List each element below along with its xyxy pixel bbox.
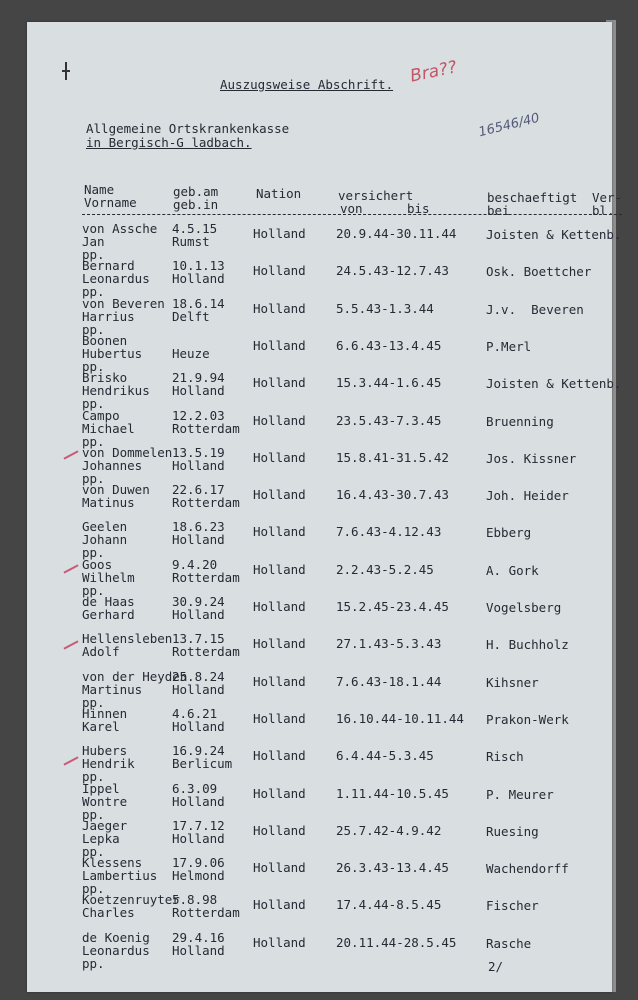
cell-vorname: Jan: [82, 234, 105, 249]
cell-period: 6.6.43-13.4.45: [336, 338, 442, 353]
cell-period: 23.5.43-7.3.45: [336, 413, 442, 428]
cell-name: Goos: [82, 557, 113, 572]
cell-geb-in: Rotterdam: [172, 421, 240, 436]
cell-geb-in: Rumst: [172, 234, 210, 249]
cell-geb-in: Delft: [172, 309, 210, 324]
cell-period: 15.2.45-23.4.45: [336, 599, 449, 614]
cell-name: Bernard: [82, 258, 135, 273]
cell-name: von Duwen: [82, 482, 150, 497]
cell-geb-am: 18.6.23: [172, 519, 225, 534]
cell-geb-am: 22.6.17: [172, 482, 225, 497]
cell-vorname: Gerhard: [82, 607, 135, 622]
cell-employer: Vogelsberg: [486, 600, 562, 615]
cell-vorname: Michael: [82, 421, 135, 436]
cell-geb-am: 12.2.03: [172, 408, 225, 423]
cell-geb-in: Holland: [172, 794, 225, 809]
cell-pp: pp.: [82, 284, 105, 299]
cell-geb-am: 17.7.12: [172, 818, 225, 833]
cell-geb-in: Holland: [172, 943, 225, 958]
cell-pp: pp.: [82, 769, 105, 784]
header-vorname: Vorname: [84, 195, 137, 210]
cell-geb-in: Helmond: [172, 868, 225, 883]
table-row: [0, 445, 638, 486]
cell-geb-am: 10.1.13: [172, 258, 225, 273]
cell-period: 15.3.44-1.6.45: [336, 375, 442, 390]
cell-geb-am: 5.8.98: [172, 892, 218, 907]
cell-geb-in: Holland: [172, 383, 225, 398]
cell-nation: Holland: [253, 562, 306, 577]
table-row: [0, 333, 638, 374]
cell-nation: Holland: [253, 897, 306, 912]
table-row: [0, 818, 638, 859]
staple-mark: [62, 62, 70, 80]
cell-geb-in: Holland: [172, 719, 225, 734]
header-bei: bei: [487, 203, 510, 218]
cell-nation: Holland: [253, 748, 306, 763]
cell-employer: Joh. Heider: [486, 488, 569, 503]
cell-geb-in: Holland: [172, 458, 225, 473]
cell-employer: Prakon-Werk: [486, 712, 569, 727]
cell-period: 17.4.44-8.5.45: [336, 897, 442, 912]
cell-geb-am: 13.7.15: [172, 631, 225, 646]
cell-name: Brisko: [82, 370, 128, 385]
table-row: [0, 707, 638, 743]
table-row: [0, 893, 638, 929]
cell-nation: Holland: [253, 301, 306, 316]
cell-period: 15.8.41-31.5.42: [336, 450, 449, 465]
cell-vorname: Martinus: [82, 682, 143, 697]
cell-employer: J.v. Beveren: [486, 302, 584, 317]
page-number: 2/: [488, 959, 504, 974]
cell-vorname: Lepka: [82, 831, 120, 846]
cell-period: 16.10.44-10.11.44: [336, 711, 464, 726]
cell-pp: pp.: [82, 583, 105, 598]
cell-pp: pp.: [82, 434, 105, 449]
cell-employer: Rasche: [486, 936, 532, 951]
header-beschaeftigt: beschaeftigt: [487, 190, 578, 205]
cell-geb-in: Holland: [172, 271, 225, 286]
cell-geb-am: 18.6.14: [172, 296, 225, 311]
cell-vorname: Charles: [82, 905, 135, 920]
cell-period: 7.6.43-4.12.43: [336, 524, 442, 539]
cell-geb-in: Holland: [172, 682, 225, 697]
cell-geb-in: Holland: [172, 607, 225, 622]
cell-employer: A. Gork: [486, 563, 539, 578]
cell-period: 5.5.43-1.3.44: [336, 301, 434, 316]
cell-vorname: Johannes: [82, 458, 143, 473]
header-verbl-2: bl.: [592, 203, 615, 218]
header-geb-in: geb.in: [173, 197, 219, 212]
cell-name: de Koenig: [82, 930, 150, 945]
header-geb-am: geb.am: [173, 184, 219, 199]
cell-period: 16.4.43-30.7.43: [336, 487, 449, 502]
cell-pp: pp.: [82, 359, 105, 374]
cell-geb-in: Heuze: [172, 346, 210, 361]
cell-geb-in: Rotterdam: [172, 905, 240, 920]
cell-employer: Kihsner: [486, 675, 539, 690]
cell-period: 1.11.44-10.5.45: [336, 786, 449, 801]
table-row: [0, 855, 638, 896]
cell-vorname: Hubertus: [82, 346, 143, 361]
cell-nation: Holland: [253, 674, 306, 689]
cell-name: Jaeger: [82, 818, 128, 833]
cell-geb-am: 4.6.21: [172, 706, 218, 721]
cell-name: von Beveren: [82, 296, 165, 311]
cell-pp: pp.: [82, 247, 105, 262]
cell-employer: Jos. Kissner: [486, 451, 577, 466]
cell-pp: pp.: [82, 396, 105, 411]
cell-geb-am: 4.5.15: [172, 221, 218, 236]
cell-geb-in: Rotterdam: [172, 495, 240, 510]
cell-vorname: Matinus: [82, 495, 135, 510]
table-row: [0, 408, 638, 449]
cell-name: von der Heyden: [82, 669, 188, 684]
cell-name: Geelen: [82, 519, 128, 534]
cell-name: von Assche: [82, 221, 158, 236]
cell-period: 20.9.44-30.11.44: [336, 226, 457, 241]
cell-name: Ippel: [82, 781, 120, 796]
cell-nation: Holland: [253, 375, 306, 390]
header-von: von: [340, 201, 363, 216]
cell-vorname: Wontre: [82, 794, 128, 809]
table-row: [0, 557, 638, 598]
header-underline: [82, 214, 622, 215]
cell-pp: pp.: [82, 881, 105, 896]
cell-vorname: Adolf: [82, 644, 120, 659]
handwritten-annotation: Bra??: [408, 57, 459, 87]
header-nation: Nation: [256, 186, 302, 201]
cell-employer: Joisten & Kettenb.: [486, 227, 622, 242]
cell-geb-in: Holland: [172, 831, 225, 846]
cell-employer: H. Buchholz: [486, 637, 569, 652]
cell-nation: Holland: [253, 786, 306, 801]
table-row: [0, 595, 638, 631]
cell-geb-am: 29.4.16: [172, 930, 225, 945]
cell-geb-in: Rotterdam: [172, 570, 240, 585]
cell-pp: pp.: [82, 956, 105, 971]
table-row: [0, 483, 638, 519]
cell-name: Klessens: [82, 855, 143, 870]
cell-geb-am: 21.9.94: [172, 370, 225, 385]
cell-pp: pp.: [82, 322, 105, 337]
cell-employer: Wachendorff: [486, 861, 569, 876]
cell-period: 27.1.43-5.3.43: [336, 636, 442, 651]
cell-vorname: Leonardus: [82, 271, 150, 286]
cell-period: 26.3.43-13.4.45: [336, 860, 449, 875]
cell-geb-am: 25.8.24: [172, 669, 225, 684]
table-row: [0, 296, 638, 337]
header-versichert: versichert: [338, 188, 414, 203]
cell-vorname: Leonardus: [82, 943, 150, 958]
cell-pp: pp.: [82, 471, 105, 486]
handwritten-file-number: 16546/40: [477, 110, 542, 141]
cell-nation: Holland: [253, 935, 306, 950]
table-row: [0, 930, 638, 971]
cell-name: von Dommelen: [82, 445, 173, 460]
institution-line-2: in Bergisch-G ladbach.: [86, 135, 252, 150]
cell-name: de Haas: [82, 594, 135, 609]
header-verbl-1: Ver-: [592, 190, 623, 205]
cell-period: 24.5.43-12.7.43: [336, 263, 449, 278]
cell-employer: Bruenning: [486, 414, 554, 429]
institution-line-1: Allgemeine Ortskrankenkasse: [86, 121, 290, 136]
cell-geb-am: 9.4.20: [172, 557, 218, 572]
cell-employer: P.Merl: [486, 339, 532, 354]
cell-geb-am: 17.9.06: [172, 855, 225, 870]
cell-vorname: Lambertius: [82, 868, 158, 883]
cell-vorname: Johann: [82, 532, 128, 547]
cell-vorname: Hendrik: [82, 756, 135, 771]
cell-employer: Risch: [486, 749, 524, 764]
cell-nation: Holland: [253, 524, 306, 539]
cell-period: 6.4.44-5.3.45: [336, 748, 434, 763]
cell-name: Hinnen: [82, 706, 128, 721]
cell-employer: Ebberg: [486, 525, 532, 540]
cell-pp: pp.: [82, 844, 105, 859]
cell-nation: Holland: [253, 487, 306, 502]
cell-name: Boonen: [82, 333, 128, 348]
cell-geb-in: Holland: [172, 532, 225, 547]
cell-geb-in: Berlicum: [172, 756, 233, 771]
cell-nation: Holland: [253, 636, 306, 651]
document-title: Auszugsweise Abschrift.: [220, 77, 394, 92]
cell-vorname: Harrius: [82, 309, 135, 324]
cell-name: Hellensleben: [82, 631, 173, 646]
cell-vorname: Karel: [82, 719, 120, 734]
cell-geb-am: 6.3.09: [172, 781, 218, 796]
cell-period: 20.11.44-28.5.45: [336, 935, 457, 950]
cell-nation: Holland: [253, 226, 306, 241]
table-row: [0, 258, 638, 299]
cell-period: 2.2.43-5.2.45: [336, 562, 434, 577]
table-row: [0, 519, 638, 560]
table-row: [0, 221, 638, 262]
cell-employer: Fischer: [486, 898, 539, 913]
cell-vorname: Wilhelm: [82, 570, 135, 585]
cell-employer: Ruesing: [486, 824, 539, 839]
cell-pp: pp.: [82, 545, 105, 560]
cell-nation: Holland: [253, 823, 306, 838]
cell-geb-am: 13.5.19: [172, 445, 225, 460]
cell-employer: Joisten & Kettenb.: [486, 376, 622, 391]
table-row: [0, 669, 638, 710]
header-bis: bis: [407, 201, 430, 216]
cell-name: Koetzenruyter: [82, 892, 180, 907]
table-row: [0, 781, 638, 822]
cell-nation: Holland: [253, 413, 306, 428]
cell-nation: Holland: [253, 263, 306, 278]
cell-name: Campo: [82, 408, 120, 423]
cell-period: 25.7.42-4.9.42: [336, 823, 442, 838]
header-name: Name: [84, 182, 115, 197]
cell-geb-in: Rotterdam: [172, 644, 240, 659]
cell-pp: pp.: [82, 807, 105, 822]
cell-nation: Holland: [253, 450, 306, 465]
cell-pp: pp.: [82, 695, 105, 710]
cell-name: Hubers: [82, 743, 128, 758]
cell-geb-am: 16.9.24: [172, 743, 225, 758]
cell-employer: Osk. Boettcher: [486, 264, 592, 279]
table-row: [0, 632, 638, 668]
cell-geb-am: 30.9.24: [172, 594, 225, 609]
cell-period: 7.6.43-18.1.44: [336, 674, 442, 689]
cell-nation: Holland: [253, 599, 306, 614]
cell-employer: P. Meurer: [486, 787, 554, 802]
cell-nation: Holland: [253, 860, 306, 875]
table-row: [0, 370, 638, 411]
cell-nation: Holland: [253, 338, 306, 353]
table-row: [0, 743, 638, 784]
cell-vorname: Hendrikus: [82, 383, 150, 398]
cell-nation: Holland: [253, 711, 306, 726]
